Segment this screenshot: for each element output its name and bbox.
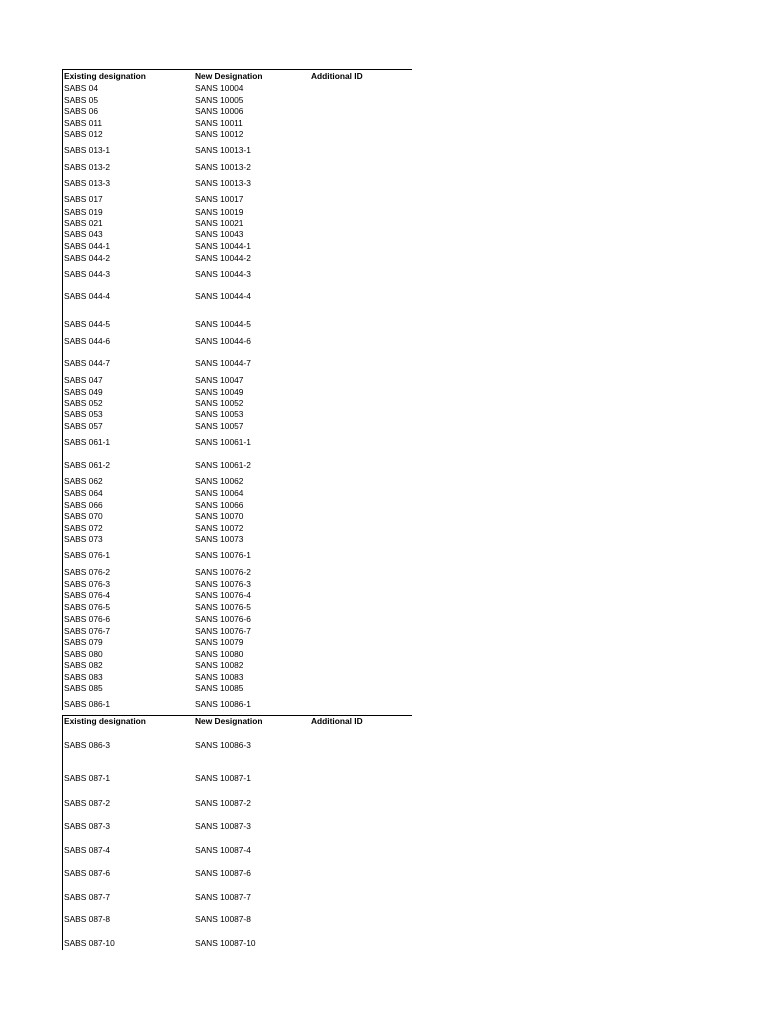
- cell-new-designation: SANS 10052: [195, 398, 244, 408]
- cell-existing-designation: SABS 087-1: [64, 773, 111, 783]
- cell-new-designation: SANS 10044-6: [195, 336, 251, 346]
- cell-existing-designation: SABS 044-4: [64, 291, 111, 301]
- cell-existing-designation: SABS 086-1: [64, 699, 111, 709]
- cell-existing-designation: SABS 076-5: [64, 602, 111, 612]
- cell-existing-designation: SABS 085: [64, 683, 103, 693]
- cell-new-designation: SANS 10085: [195, 683, 244, 693]
- cell-existing-designation: SABS 076-1: [64, 550, 111, 560]
- cell-existing-designation: SABS 076-3: [64, 579, 111, 589]
- cell-new-designation: SANS 10013-2: [195, 162, 251, 172]
- cell-existing-designation: SABS 082: [64, 660, 103, 670]
- cell-new-designation: SANS 10021: [195, 218, 244, 228]
- cell-new-designation: SANS 10076-7: [195, 626, 251, 636]
- cell-new-designation: SANS 10012: [195, 129, 244, 139]
- cell-new-designation: SANS 10044-7: [195, 358, 251, 368]
- cell-new-designation: SANS 10079: [195, 637, 244, 647]
- cell-existing-designation: SABS 06: [64, 106, 98, 116]
- cell-existing-designation: SABS 087-7: [64, 892, 111, 902]
- cell-existing-designation: SABS 061-1: [64, 437, 111, 447]
- cell-existing-designation: SABS 076-6: [64, 614, 111, 624]
- cell-existing-designation: SABS 086-3: [64, 740, 111, 750]
- cell-new-designation: SANS 10043: [195, 229, 244, 239]
- cell-existing-designation: SABS 057: [64, 421, 103, 431]
- column-header-new: New Designation: [195, 71, 263, 81]
- cell-new-designation: SANS 10061-1: [195, 437, 251, 447]
- cell-existing-designation: SABS 087-3: [64, 821, 111, 831]
- cell-existing-designation: SABS 017: [64, 194, 103, 204]
- cell-existing-designation: SABS 013-2: [64, 162, 111, 172]
- column-header-existing: Existing designation: [64, 71, 146, 81]
- cell-new-designation: SANS 10076-2: [195, 567, 251, 577]
- cell-new-designation: SANS 10053: [195, 409, 244, 419]
- cell-new-designation: SANS 10073: [195, 534, 244, 544]
- cell-new-designation: SANS 10013-3: [195, 178, 251, 188]
- cell-new-designation: SANS 10044-2: [195, 253, 251, 263]
- cell-new-designation: SANS 10049: [195, 387, 244, 397]
- cell-existing-designation: SABS 087-8: [64, 914, 111, 924]
- cell-new-designation: SANS 10044-3: [195, 269, 251, 279]
- cell-new-designation: SANS 10044-5: [195, 319, 251, 329]
- cell-existing-designation: SABS 061-2: [64, 460, 111, 470]
- cell-existing-designation: SABS 011: [64, 118, 103, 128]
- cell-existing-designation: SABS 019: [64, 207, 103, 217]
- cell-new-designation: SANS 10013-1: [195, 145, 251, 155]
- cell-new-designation: SANS 10076-6: [195, 614, 251, 624]
- cell-new-designation: SANS 10076-4: [195, 590, 251, 600]
- cell-existing-designation: SABS 062: [64, 476, 103, 486]
- cell-new-designation: SANS 10087-10: [195, 938, 256, 948]
- cell-new-designation: SANS 10086-3: [195, 740, 251, 750]
- cell-existing-designation: SABS 013-3: [64, 178, 111, 188]
- cell-new-designation: SANS 10017: [195, 194, 244, 204]
- cell-existing-designation: SABS 076-2: [64, 567, 111, 577]
- cell-new-designation: SANS 10087-7: [195, 892, 251, 902]
- cell-existing-designation: SABS 083: [64, 672, 103, 682]
- cell-new-designation: SANS 10066: [195, 500, 244, 510]
- cell-existing-designation: SABS 066: [64, 500, 103, 510]
- cell-new-designation: SANS 10061-2: [195, 460, 251, 470]
- cell-new-designation: SANS 10004: [195, 83, 244, 93]
- cell-new-designation: SANS 10072: [195, 523, 244, 533]
- column-header-existing: Existing designation: [64, 716, 146, 726]
- table-left-rule: [62, 715, 63, 950]
- cell-existing-designation: SABS 044-3: [64, 269, 111, 279]
- cell-new-designation: SANS 10076-1: [195, 550, 251, 560]
- cell-new-designation: SANS 10087-6: [195, 868, 251, 878]
- table-left-rule: [62, 69, 63, 710]
- cell-existing-designation: SABS 013-1: [64, 145, 111, 155]
- cell-existing-designation: SABS 044-6: [64, 336, 111, 346]
- cell-existing-designation: SABS 087-6: [64, 868, 111, 878]
- cell-new-designation: SANS 10044-4: [195, 291, 251, 301]
- cell-new-designation: SANS 10087-2: [195, 798, 251, 808]
- cell-new-designation: SANS 10080: [195, 649, 244, 659]
- cell-existing-designation: SABS 087-4: [64, 845, 111, 855]
- cell-existing-designation: SABS 064: [64, 488, 103, 498]
- cell-existing-designation: SABS 047: [64, 375, 103, 385]
- cell-existing-designation: SABS 072: [64, 523, 103, 533]
- cell-new-designation: SANS 10057: [195, 421, 244, 431]
- column-header-new: New Designation: [195, 716, 263, 726]
- cell-new-designation: SANS 10005: [195, 95, 244, 105]
- cell-new-designation: SANS 10087-8: [195, 914, 251, 924]
- cell-existing-designation: SABS 087-10: [64, 938, 115, 948]
- cell-existing-designation: SABS 043: [64, 229, 103, 239]
- cell-new-designation: SANS 10076-3: [195, 579, 251, 589]
- cell-existing-designation: SABS 076-4: [64, 590, 111, 600]
- cell-existing-designation: SABS 04: [64, 83, 98, 93]
- cell-new-designation: SANS 10044-1: [195, 241, 251, 251]
- cell-new-designation: SANS 10011: [195, 118, 243, 128]
- cell-new-designation: SANS 10087-4: [195, 845, 251, 855]
- table-top-rule: [62, 69, 412, 70]
- cell-existing-designation: SABS 053: [64, 409, 103, 419]
- cell-new-designation: SANS 10083: [195, 672, 244, 682]
- cell-new-designation: SANS 10086-1: [195, 699, 251, 709]
- cell-existing-designation: SABS 05: [64, 95, 98, 105]
- cell-new-designation: SANS 10082: [195, 660, 244, 670]
- cell-existing-designation: SABS 079: [64, 637, 103, 647]
- cell-existing-designation: SABS 076-7: [64, 626, 111, 636]
- cell-existing-designation: SABS 044-5: [64, 319, 111, 329]
- cell-existing-designation: SABS 087-2: [64, 798, 111, 808]
- cell-existing-designation: SABS 044-2: [64, 253, 111, 263]
- cell-new-designation: SANS 10064: [195, 488, 244, 498]
- cell-new-designation: SANS 10019: [195, 207, 244, 217]
- cell-new-designation: SANS 10047: [195, 375, 244, 385]
- cell-new-designation: SANS 10006: [195, 106, 244, 116]
- column-header-additional: Additional ID: [311, 71, 363, 81]
- cell-existing-designation: SABS 049: [64, 387, 103, 397]
- cell-new-designation: SANS 10087-3: [195, 821, 251, 831]
- cell-existing-designation: SABS 070: [64, 511, 103, 521]
- cell-new-designation: SANS 10062: [195, 476, 244, 486]
- cell-existing-designation: SABS 052: [64, 398, 103, 408]
- cell-new-designation: SANS 10076-5: [195, 602, 251, 612]
- cell-existing-designation: SABS 080: [64, 649, 103, 659]
- cell-existing-designation: SABS 044-1: [64, 241, 111, 251]
- cell-new-designation: SANS 10087-1: [195, 773, 251, 783]
- cell-existing-designation: SABS 012: [64, 129, 103, 139]
- cell-existing-designation: SABS 073: [64, 534, 103, 544]
- cell-existing-designation: SABS 021: [64, 218, 103, 228]
- cell-new-designation: SANS 10070: [195, 511, 244, 521]
- cell-existing-designation: SABS 044-7: [64, 358, 111, 368]
- column-header-additional: Additional ID: [311, 716, 363, 726]
